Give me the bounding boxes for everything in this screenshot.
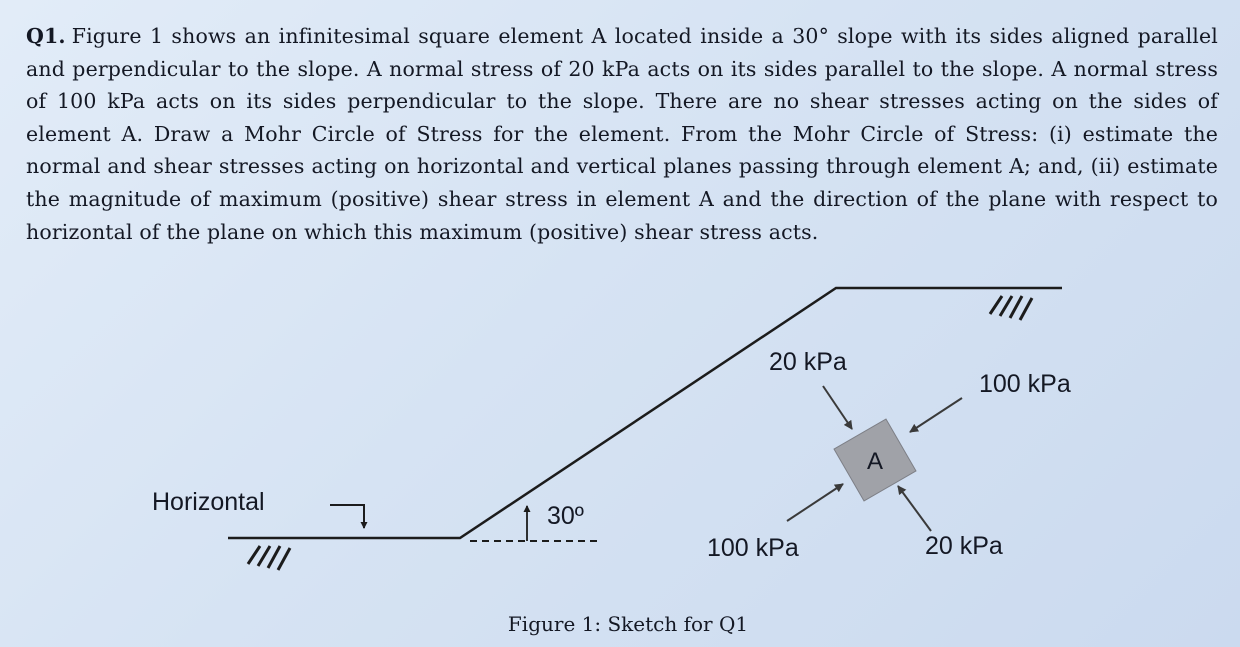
angle-label: 30º	[547, 502, 584, 530]
horizontal-pointer	[330, 505, 364, 528]
element-a-label: A	[866, 448, 884, 475]
question-body: Figure 1 shows an infinitesimal square element A located inside a 30° slope with its sides aligned parallel and perpendicular to the slope. A normal stress of 20 kPa acts on its sides parallel to the slope. A normal stress of 100 kPa acts on its sides perpendicular to the slope. There are no shear stresses acting on the sides of element A. Draw a Mohr Circle of Stress for the element. From the Mohr Circle of Stress: (i) estimate the normal and shear stresses acting on horizontal and vertical planes passing through element A; and, (ii) estimate the magnitude of maximum (positive) shear stress in element A and the direction of the plane with respect to horizontal of the plane on which this maximum (positive) shear stress acts.	[26, 24, 1218, 244]
stress-label-top-20: 20 kPa	[769, 348, 847, 376]
stress-label-bottom-100: 100 kPa	[707, 534, 799, 562]
stress-label-top-right-100: 100 kPa	[979, 370, 1071, 398]
horizontal-label: Horizontal	[152, 488, 265, 516]
question-number: Q1.	[26, 24, 66, 48]
stress-arrow-right-100	[910, 398, 962, 432]
figure-caption: Figure 1: Sketch for Q1	[507, 612, 749, 636]
stress-arrow-bottom-20	[898, 486, 931, 531]
stress-arrow-left-100	[787, 484, 843, 521]
stress-arrow-top-20	[823, 386, 852, 429]
top-ground-hatch	[990, 296, 1032, 320]
ground-profile-line	[228, 288, 1062, 538]
left-ground-hatch	[248, 546, 290, 570]
stress-label-bottom-right-20: 20 kPa	[925, 532, 1003, 560]
